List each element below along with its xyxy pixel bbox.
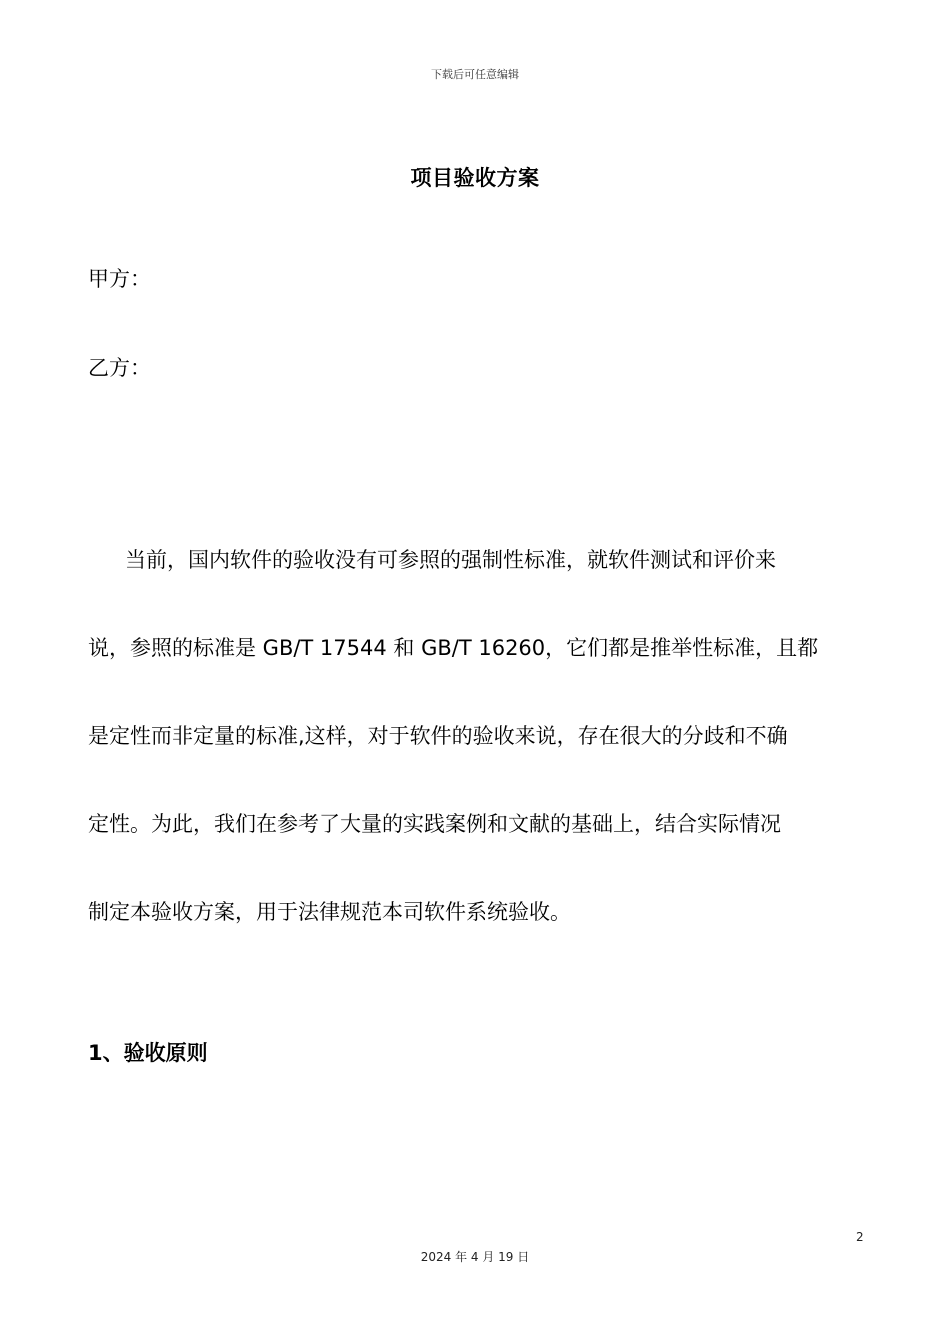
document-title: 项目验收方案 <box>410 166 540 190</box>
paragraph-line: 定性。为此，我们在参考了大量的实践案例和文献的基础上，结合实际情况 <box>88 812 781 836</box>
paragraph-line: 说，参照的标准是 GB/T 17544 和 GB/T 16260，它们都是推举性标准，且都 <box>88 636 819 660</box>
page-header-note: 下载后可任意编辑 <box>431 68 519 81</box>
party-b-label: 乙方： <box>88 356 151 380</box>
paragraph-line: 当前，国内软件的验收没有可参照的强制性标准，就软件测试和评价来 <box>125 548 776 572</box>
page-footer-date: 2024 年 4 月 19 日 <box>420 1250 530 1264</box>
section-heading: 1、验收原则 <box>88 1041 208 1065</box>
body-paragraph <box>88 540 858 980</box>
page-number: 2 <box>856 1230 864 1244</box>
party-a-label: 甲方： <box>88 267 151 291</box>
paragraph-line: 制定本验收方案，用于法律规范本司软件系统验收。 <box>88 900 571 924</box>
paragraph-line: 是定性而非定量的标准,这样，对于软件的验收来说，存在很大的分歧和不确 <box>88 724 788 748</box>
